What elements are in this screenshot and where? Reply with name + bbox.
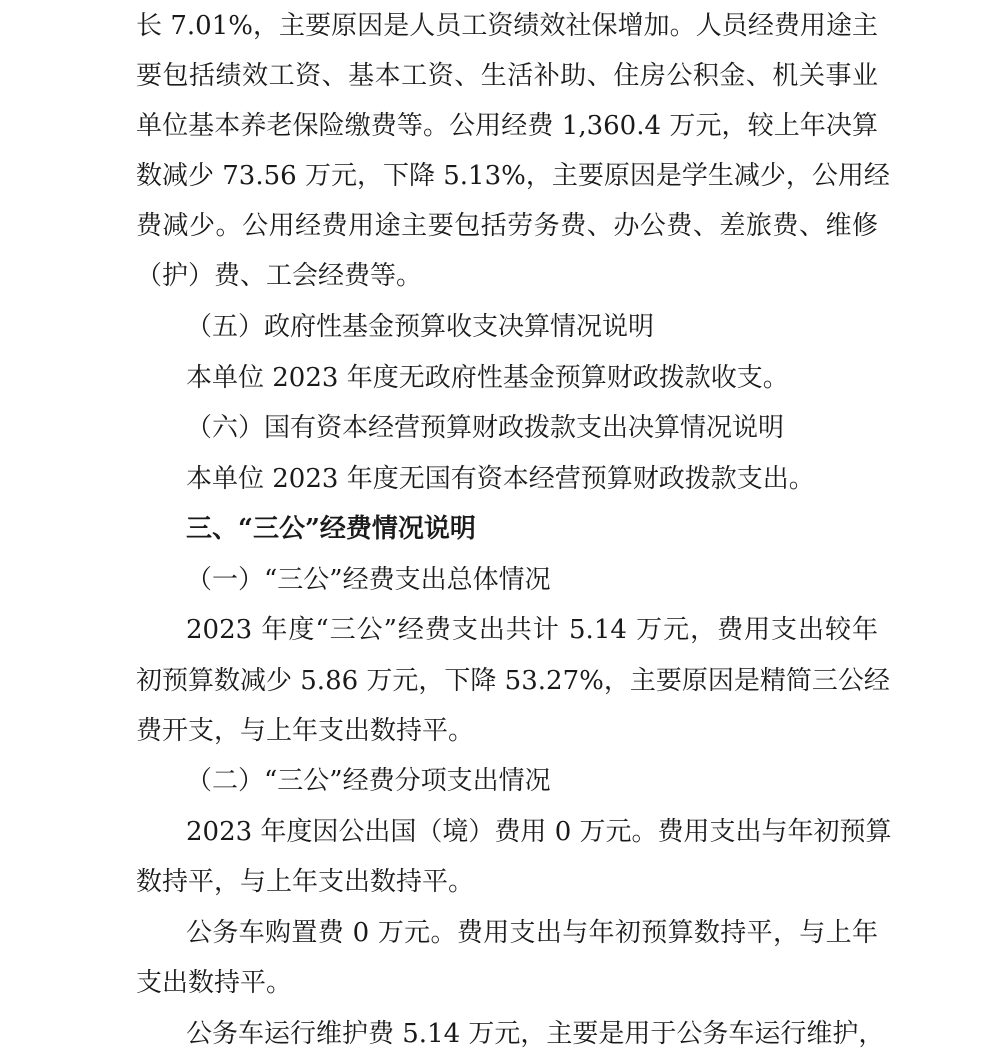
paragraph-line: 要包括绩效工资、基本工资、生活补助、住房公积金、机关事业 xyxy=(136,61,878,91)
subsection-heading: （二）“三公”经费分项支出情况 xyxy=(186,766,551,796)
subsection-heading: （五）政府性基金预算收支决算情况说明 xyxy=(186,312,655,342)
subsection-heading: （六）国有资本经营预算财政拨款支出决算情况说明 xyxy=(186,413,785,443)
paragraph-line: 2023 年度因公出国（境）费用 0 万元。费用支出与年初预算 xyxy=(186,817,892,847)
paragraph-line: 数持平，与上年支出数持平。 xyxy=(136,867,475,897)
paragraph-line: 公务车运行维护费 5.14 万元，主要是用于公务车运行维护， xyxy=(186,1019,885,1049)
paragraph-line: 初预算数减少 5.86 万元，下降 53.27%，主要原因是精简三公经 xyxy=(136,666,890,696)
paragraph-line: （护）费、工会经费等。 xyxy=(136,261,423,291)
paragraph-line: 费开支，与上年支出数持平。 xyxy=(136,716,475,746)
paragraph-line: 长 7.01%，主要原因是人员工资绩效社保增加。人员经费用途主 xyxy=(136,11,878,41)
section-heading: 三、“三公”经费情况说明 xyxy=(186,514,476,544)
paragraph-line: 数减少 73.56 万元，下降 5.13%，主要原因是学生减少，公用经 xyxy=(136,161,890,191)
paragraph-line: 本单位 2023 年度无国有资本经营预算财政拨款支出。 xyxy=(186,464,815,494)
paragraph-line: 2023 年度“三公”经费支出共计 5.14 万元，费用支出较年 xyxy=(186,615,878,645)
paragraph-line: 费减少。公用经费用途主要包括劳务费、办公费、差旅费、维修 xyxy=(136,211,878,241)
paragraph-line: 本单位 2023 年度无政府性基金预算财政拨款收支。 xyxy=(186,363,789,393)
paragraph-line: 公务车购置费 0 万元。费用支出与年初预算数持平，与上年 xyxy=(186,918,878,948)
paragraph-line: 单位基本养老保险缴费等。公用经费 1,360.4 万元，较上年决算 xyxy=(136,111,878,141)
paragraph-line: 支出数持平。 xyxy=(136,968,293,998)
subsection-heading: （一）“三公”经费支出总体情况 xyxy=(186,565,551,595)
